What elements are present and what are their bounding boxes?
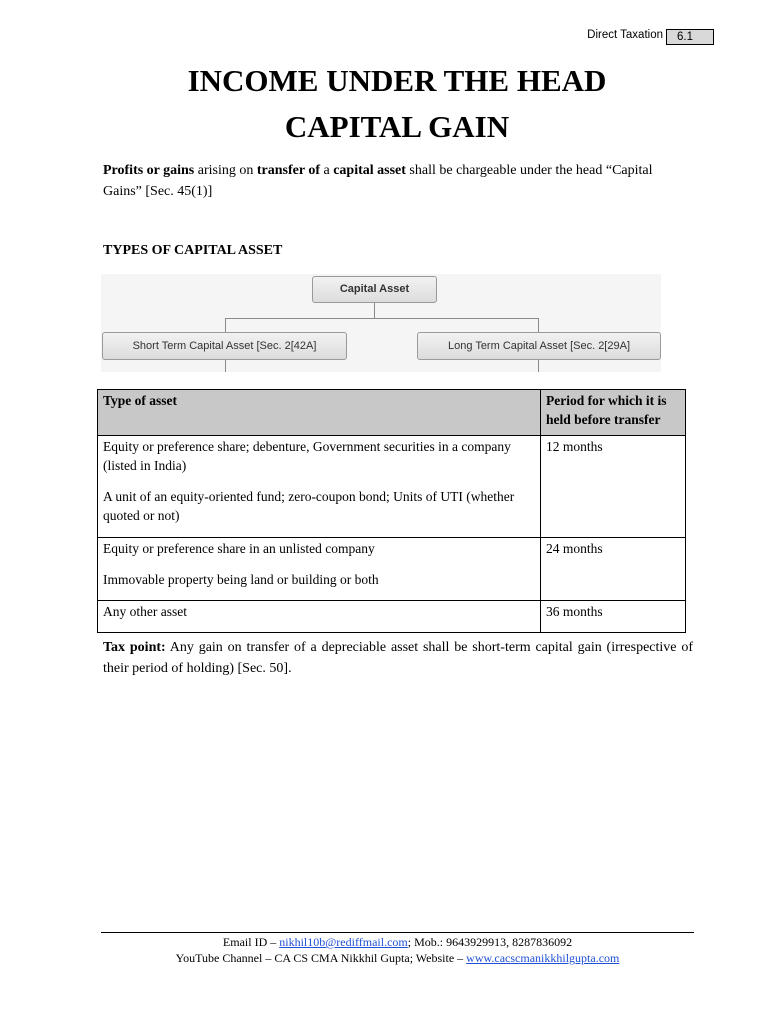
holding-period-table <box>97 389 686 633</box>
tax-point-text: Any gain on transfer of a depreciable asset shall be short-term capital gain (irrespective of their period of holding) [Sec. 50]. <box>103 640 693 676</box>
intro-bold-transfer: transfer of <box>256 163 320 178</box>
asset-text: Equity or preference share; debenture, Government securities in a company (listed in India) <box>103 439 511 473</box>
intro-text-3: shall be chargeable under the head “Capital Gains” [Sec. 45(1)] <box>103 163 653 199</box>
intro-bold-capital-asset: capital asset <box>333 163 406 178</box>
footer-website-line <box>101 950 694 966</box>
intro-paragraph <box>103 160 668 202</box>
asset-text: Any other asset <box>103 604 187 619</box>
connector-root-stem <box>374 303 375 318</box>
connector-left-tail <box>225 360 226 372</box>
tax-point-label: Tax point: <box>103 640 166 655</box>
header-subject: Direct Taxation <box>587 29 663 41</box>
header-holding-period: Period for which it is held before transfer <box>541 390 686 436</box>
section-heading: TYPES OF CAPITAL ASSET <box>103 243 283 258</box>
connector-left-drop <box>225 318 226 332</box>
footer-youtube: YouTube Channel – CA CS CMA Nikkhil Gupta; Website – <box>175 951 467 965</box>
table-row <box>98 436 686 538</box>
tax-point-paragraph <box>103 637 693 679</box>
connector-right-tail <box>538 360 539 372</box>
connector-horizontal <box>225 318 538 319</box>
diagram-root-node: Capital Asset <box>312 276 437 303</box>
footer-divider <box>101 932 694 933</box>
period-cell: 12 months <box>541 436 686 538</box>
asset-cell <box>98 538 541 601</box>
asset-cell <box>98 436 541 538</box>
table-header-row <box>98 390 686 436</box>
table-row <box>98 538 686 601</box>
intro-text-2: a <box>319 163 334 178</box>
capital-asset-diagram <box>101 274 661 372</box>
footer-mobile: ; Mob.: 9643929913, 8287836092 <box>407 935 573 949</box>
footer-website-link[interactable]: www.cacscmanikkhilgupta.com <box>466 951 620 965</box>
table-row <box>98 601 686 633</box>
footer-contact-line <box>101 934 694 950</box>
asset-text: Immovable property being land or building or both <box>103 572 379 587</box>
asset-text: A unit of an equity-oriented fund; zero-coupon bond; Units of UTI (whether quoted or not) <box>103 489 515 523</box>
page-title-line-2: CAPITAL GAIN <box>284 109 510 144</box>
diagram-short-term-node: Short Term Capital Asset [Sec. 2[42A] <box>102 332 347 360</box>
page-number-badge: 6.1 <box>666 29 714 45</box>
period-cell: 36 months <box>541 601 686 633</box>
period-cell: 24 months <box>541 538 686 601</box>
footer-email-link[interactable]: nikhil10b@rediffmail.com <box>279 935 408 949</box>
intro-text-1: arising on <box>194 163 257 178</box>
connector-right-drop <box>538 318 539 332</box>
header-type-of-asset: Type of asset <box>98 390 541 436</box>
page-title-line-1: INCOME UNDER THE HEAD <box>187 63 607 98</box>
diagram-long-term-node: Long Term Capital Asset [Sec. 2[29A] <box>417 332 661 360</box>
footer-email-label: Email ID – <box>222 935 280 949</box>
asset-cell <box>98 601 541 633</box>
asset-text: Equity or preference share in an unlisted company <box>103 541 375 556</box>
intro-bold-profits: Profits or gains <box>103 163 195 178</box>
